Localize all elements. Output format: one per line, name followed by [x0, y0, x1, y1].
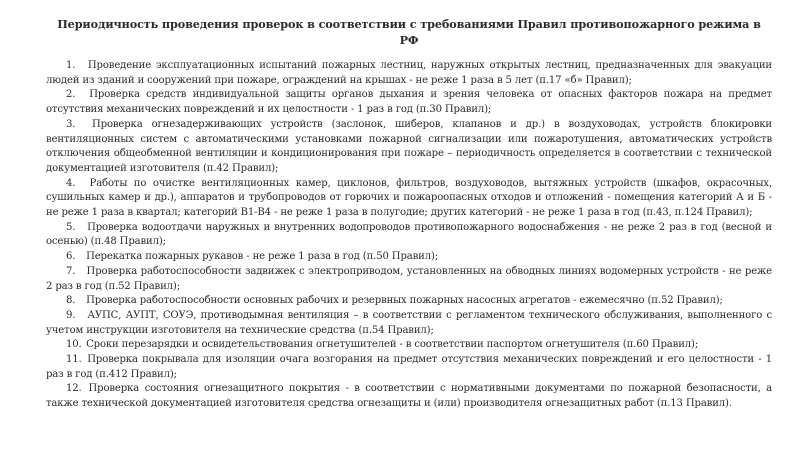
item-number: 1.: [66, 60, 76, 71]
list-item: [46, 353, 772, 382]
item-number: 8.: [66, 295, 76, 307]
document-title: Периодичность проведения проверок в соответствии с требованиями Правил противопожарного режима в РФ: [57, 17, 761, 47]
item-text: Работы по очистке вентиляционных камер, циклонов, фильтров, воздуховодов, вытяжных устройств (шкафов, окрасочных, сушильных камер и др.), аппаратов и трубопроводов от горючих и пожароопасных отходов и отложений - помещения категорий А и Б - не реже 1 раза в квартал; категорий В1-В4 - не реже 1 раза в полугодие; других категорий - не реже 1 раза в год (п.43, п.124 Правил);: [46, 177, 772, 219]
list-item: [46, 309, 772, 338]
item-text: Перекатка пожарных рукавов - не реже 1 раза в год (п.50 Правил);: [86, 251, 439, 263]
list-item: [46, 88, 772, 117]
item-number: 3.: [66, 118, 76, 130]
list-item: [46, 177, 772, 221]
list-item: [46, 118, 772, 177]
list-item: [46, 221, 772, 250]
item-number: 2.: [66, 89, 76, 101]
item-number: 11.: [66, 354, 82, 366]
item-number: 4.: [66, 177, 76, 189]
inspection-list: [46, 59, 772, 412]
item-text: Проверка водоотдачи наружных и внутренних водопроводов противопожарного водоснабжения - не реже 2 раз в год (весной и осенью) (п.48 Правил);: [46, 221, 772, 248]
item-text: Проверка состояния огнезащитного покрытия - в соответствии с нормативными документами по пожарной безопасности, а также технической документацией изготовителя средства огнезащиты и (или) производителя огнезащитных работ (п.13 Правил).: [46, 383, 773, 410]
document: [46, 16, 772, 412]
list-item: [46, 265, 772, 294]
item-number: 5.: [66, 221, 76, 233]
item-number: 6.: [66, 251, 76, 263]
item-text: Проверка работоспособности основных рабочих и резервных пожарных насосных агрегатов - ежемесячно (п.52 Правил);: [86, 295, 723, 307]
item-text: Проверка средств индивидуальной защиты органов дыхания и зрения человека от опасных факторов пожара на предмет отсутствия механических повреждений и их целостности - 1 раз в год (п.30 Правил);: [46, 89, 772, 116]
item-number: 10.: [66, 339, 82, 351]
item-text: Проверка огнезадерживающих устройств (заслонок, шиберов, клапанов и др.) в воздуховодах, устройств блокировки вентиляционных систем с автоматическими установками пожарной сигнализации или пожаротушения, автоматических устройств отключения общеобменной вентиляции и кондиционирования при пожаре – периодичность определяется в соответствии с технической документацией изготовителя (п.42 Правил);: [46, 118, 772, 174]
list-item: [46, 250, 772, 265]
item-text: Проверка работоспособности задвижек с электроприводом, установленных на обводных линиях водомерных устройств - не реже 2 раз в год (п.52 Правил);: [46, 265, 772, 292]
list-item: [46, 382, 772, 411]
item-text: Сроки перезарядки и освидетельствования огнетушителей - в соответствии паспортом огнетушителя (п.60 Правил);: [86, 339, 699, 351]
item-text: Проверка покрывала для изоляции очага возгорания на предмет отсутствия механических повреждений и его целостности - 1 раз в год (п.412 Правил);: [46, 354, 772, 380]
list-item: [46, 338, 772, 353]
list-item: [46, 294, 772, 309]
item-number: 9.: [66, 309, 76, 321]
item-number: 7.: [66, 265, 76, 277]
item-text: Проведение эксплуатационных испытаний пожарных лестниц, наружных открытых лестниц, предназначенных для эвакуации людей из зданий и сооружений при пожаре, ограждений на крышах - не реже 1 раза в 5 лет (п.17 «б» Правил);: [46, 60, 772, 86]
item-text: АУПС, АУПТ, СОУЭ, противодымная вентиляция – в соответствии с регламентом технического обслуживания, выполненного с учетом инструкции изготовителя на технические средства (п.54 Правил);: [46, 309, 772, 336]
list-item: [46, 59, 772, 88]
item-number: 12.: [66, 383, 82, 395]
